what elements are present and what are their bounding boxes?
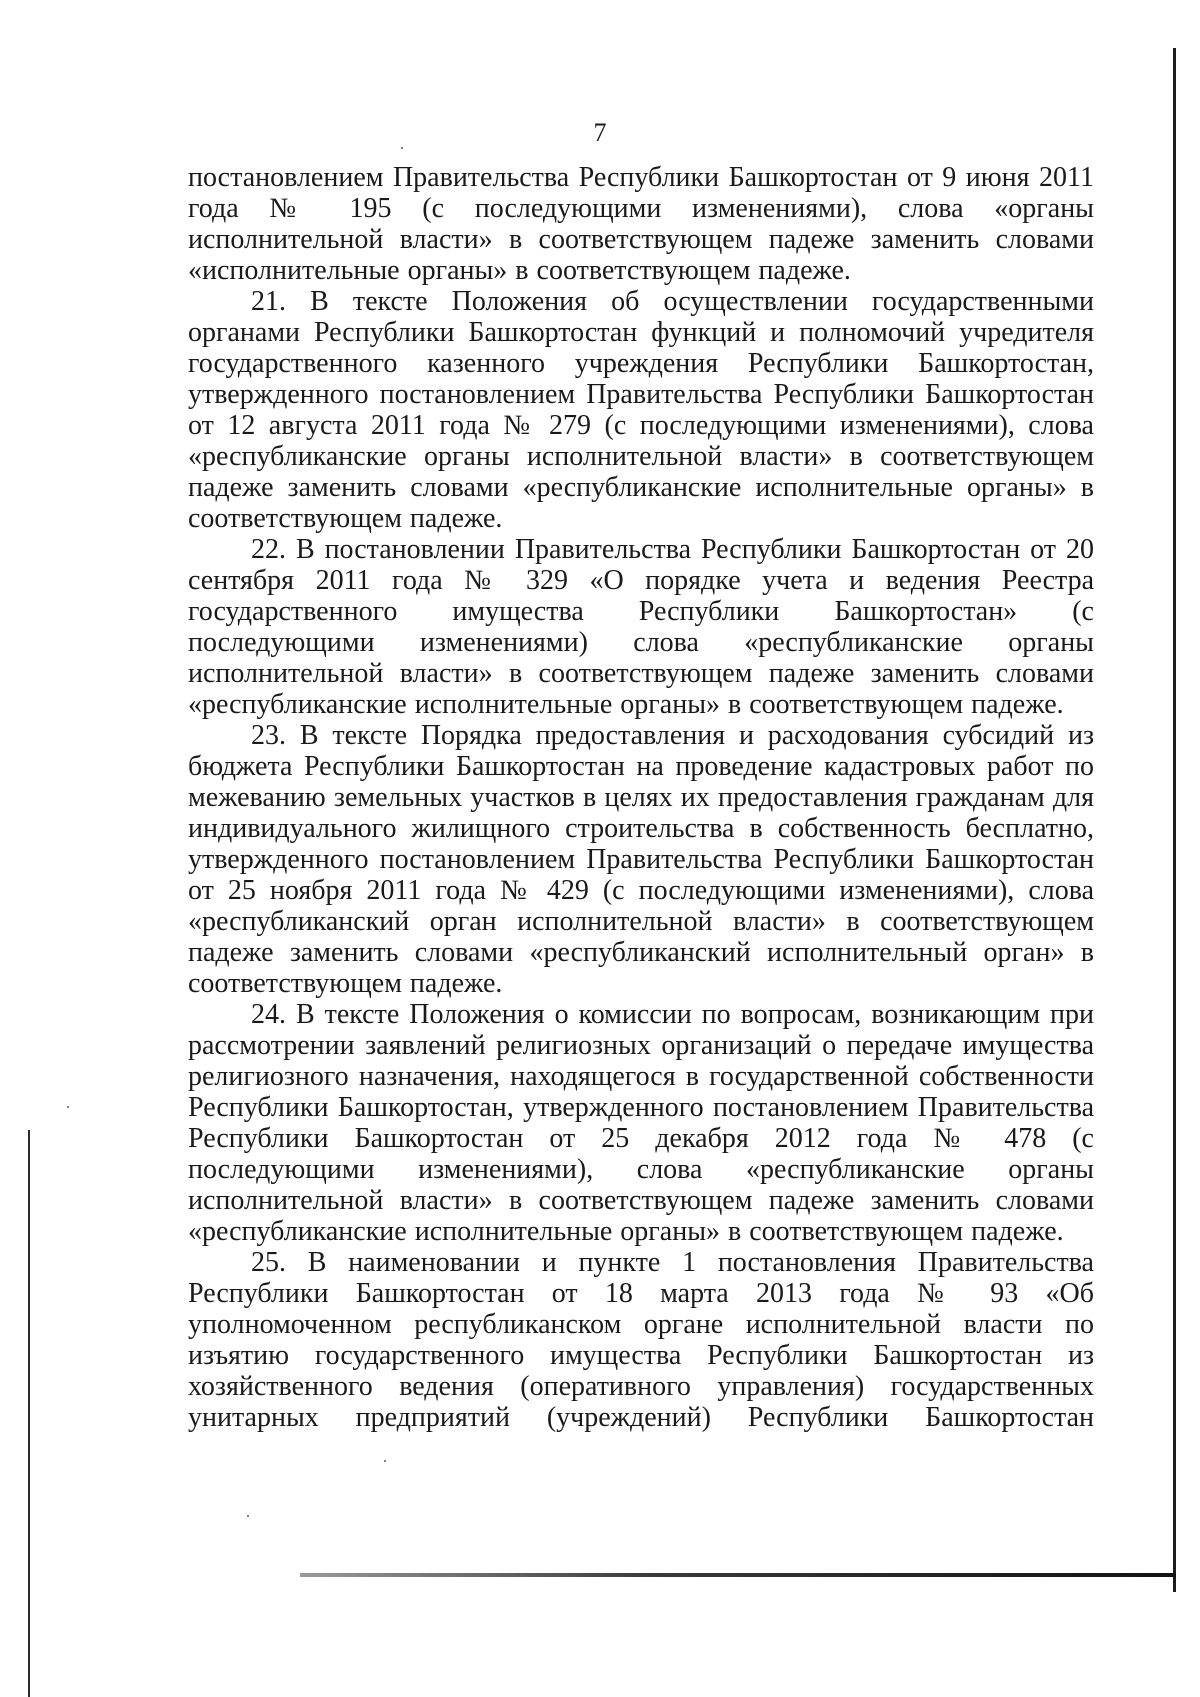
- document-body: [188, 162, 1094, 1433]
- scan-bottom-edge: [300, 1573, 1176, 1577]
- paragraph-item-25: 25. В наименовании и пункте 1 постановления Правительства Республики Башкортостан от 18 марта 2013 года № 93 «Об уполномоченном республиканском органе исполнительной власти по изъятию государственного имущества Республики Башкортостан из хозяйственного ведения (оперативного управления) государственных унитарных предприятий (учреждений) Республики Башкортостан: [188, 1247, 1094, 1433]
- paragraph-continuation: постановлением Правительства Республики Башкортостан от 9 июня 2011 года № 195 (с последующими изменениями), слова «органы исполнительной власти» в соответствующем падеже заменить словами «исполнительные органы» в соответствующем падеже.: [188, 162, 1094, 286]
- scan-speck: [247, 1515, 249, 1517]
- scan-speck: [67, 1106, 69, 1108]
- scan-left-edge: [28, 1130, 30, 1697]
- paragraph-item-21: 21. В тексте Положения об осуществлении государственными органами Республики Башкортостан функций и полномочий учредителя государственного казенного учреждения Республики Башкортостан, утвержденного постановлением Правительства Республики Башкортостан от 12 августа 2011 года № 279 (с последующими изменениями), слова «республиканские органы исполнительной власти» в соответствующем падеже заменить словами «республиканские исполнительные органы» в соответствующем падеже.: [188, 286, 1094, 534]
- paragraph-item-24: 24. В тексте Положения о комиссии по вопросам, возникающим при рассмотрении заявлений религиозных организаций о передаче имущества религиозного назначения, находящегося в государственной собственности Республики Башкортостан, утвержденного постановлением Правительства Республики Башкортостан от 25 декабря 2012 года № 478 (с последующими изменениями), слова «республиканские органы исполнительной власти» в соответствующем падеже заменить словами «республиканские исполнительные органы» в соответствующем падеже.: [188, 999, 1094, 1247]
- paragraph-item-22: 22. В постановлении Правительства Республики Башкортостан от 20 сентября 2011 года № 329 «О порядке учета и ведения Реестра государственного имущества Республики Башкортостан» (с последующими изменениями) слова «республиканские органы исполнительной власти» в соответствующем падеже заменить словами «республиканские исполнительные органы» в соответствующем падеже.: [188, 534, 1094, 720]
- paragraph-item-23: 23. В тексте Порядка предоставления и расходования субсидий из бюджета Республики Башкортостан на проведение кадастровых работ по межеванию земельных участков в целях их предоставления гражданам для индивидуального жилищного строительства в собственность бесплатно, утвержденного постановлением Правительства Республики Башкортостан от 25 ноября 2011 года № 429 (с последующими изменениями), слова «республиканский орган исполнительной власти» в соответствующем падеже заменить словами «республиканский исполнительный орган» в соответствующем падеже.: [188, 720, 1094, 999]
- scan-right-edge: [1173, 48, 1176, 1592]
- scan-speck: [384, 1460, 386, 1462]
- page-number: 7: [593, 118, 607, 147]
